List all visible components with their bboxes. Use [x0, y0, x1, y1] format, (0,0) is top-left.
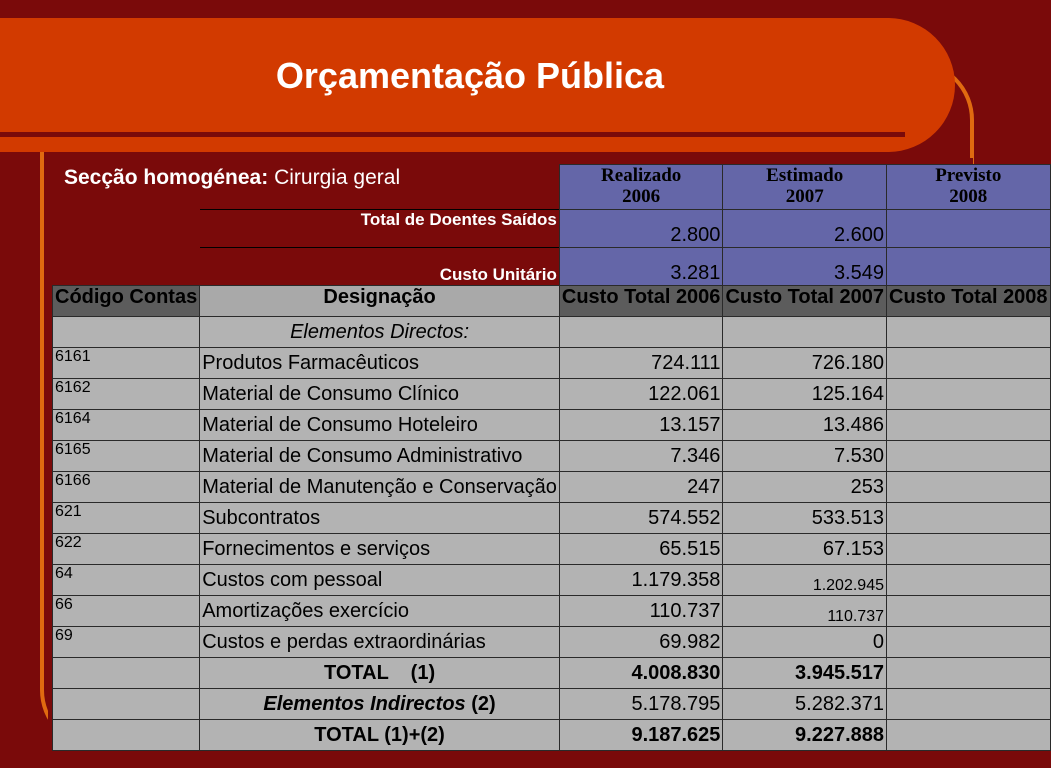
- cost-2008: [887, 503, 1051, 534]
- account-name: Subcontratos: [200, 503, 560, 534]
- account-name: Custos com pessoal: [200, 565, 560, 596]
- cost-2006: 247: [559, 472, 723, 503]
- cost-2008: [887, 379, 1051, 410]
- cost-2007: 125.164: [723, 379, 887, 410]
- cost-2006: 65.515: [559, 534, 723, 565]
- grand-total-row: [53, 720, 1051, 751]
- cost-2007: 726.180: [723, 348, 887, 379]
- account-name: Produtos Farmacêuticos: [200, 348, 560, 379]
- banner-divider: [0, 132, 905, 137]
- indirect-2006: 5.178.795: [559, 689, 723, 720]
- account-name: Material de Consumo Clínico: [200, 379, 560, 410]
- cost-2008: [887, 410, 1051, 441]
- metric-value-2008: [887, 210, 1051, 248]
- account-name: Amortizações exercício: [200, 596, 560, 627]
- total-direct-2007: 3.945.517: [723, 658, 887, 689]
- cost-2007: 13.486: [723, 410, 887, 441]
- grand-total-label: TOTAL (1)+(2): [200, 720, 560, 751]
- cost-2006: 724.111: [559, 348, 723, 379]
- cost-2007: 0: [723, 627, 887, 658]
- total-direct-2008: [887, 658, 1051, 689]
- total-direct-row: [53, 658, 1051, 689]
- section-label-value: Cirurgia geral: [274, 166, 401, 189]
- metric-row: [53, 210, 1051, 248]
- grand-total-2006: 9.187.625: [559, 720, 723, 751]
- table-row: [53, 472, 1051, 503]
- cost-2006: 110.737: [559, 596, 723, 627]
- account-name: Material de Consumo Hoteleiro: [200, 410, 560, 441]
- column-header-2007: Custo Total 2007: [723, 286, 887, 317]
- table-row: [53, 348, 1051, 379]
- cost-2008: [887, 565, 1051, 596]
- year-header-2008: Previsto 2008: [887, 165, 1051, 210]
- cost-2006: 69.982: [559, 627, 723, 658]
- cost-2006: 1.179.358: [559, 565, 723, 596]
- cost-2008: [887, 472, 1051, 503]
- table-row: [53, 441, 1051, 472]
- metric-value-2006: 2.800: [559, 210, 723, 248]
- cost-2006: 574.552: [559, 503, 723, 534]
- metric-spacer: [53, 248, 200, 286]
- account-code: 6162: [53, 379, 200, 410]
- year-header-2006: Realizado 2006: [559, 165, 723, 210]
- section-label-key: Secção homogénea:: [64, 166, 269, 189]
- cost-2006: 7.346: [559, 441, 723, 472]
- direct-elements-row: [53, 317, 1051, 348]
- column-header-2006: Custo Total 2006: [559, 286, 723, 317]
- account-code: 6161: [53, 348, 200, 379]
- account-code: 6165: [53, 441, 200, 472]
- account-code: 66: [53, 596, 200, 627]
- column-header-2008: Custo Total 2008: [887, 286, 1051, 317]
- indirect-elements-row: [53, 689, 1051, 720]
- cost-2007: 7.530: [723, 441, 887, 472]
- year-header-2007: Estimado 2007: [723, 165, 887, 210]
- account-code: 6164: [53, 410, 200, 441]
- indirect-elements-label: Elementos Indirectos (2): [200, 689, 560, 720]
- account-name: Custos e perdas extraordinárias: [200, 627, 560, 658]
- account-name: Material de Consumo Administrativo: [200, 441, 560, 472]
- budget-table: [52, 164, 1051, 751]
- metric-label: Total de Doentes Saídos: [200, 210, 560, 248]
- table-row: [53, 534, 1051, 565]
- cost-2008: [887, 534, 1051, 565]
- page-title: Orçamentação Pública: [275, 55, 665, 96]
- metric-value-2006: 3.281: [559, 248, 723, 286]
- total-direct-2006: 4.008.830: [559, 658, 723, 689]
- cost-2006: 13.157: [559, 410, 723, 441]
- table-row: [53, 379, 1051, 410]
- metric-spacer: [53, 210, 200, 248]
- table-row: [53, 565, 1051, 596]
- cost-2007: 67.153: [723, 534, 887, 565]
- metric-value-2008: [887, 248, 1051, 286]
- direct-elements-label: Elementos Directos:: [200, 317, 560, 348]
- account-name: Material de Manutenção e Conservação: [200, 472, 560, 503]
- account-code: 6166: [53, 472, 200, 503]
- cost-2007: 110.737: [723, 596, 887, 627]
- account-code: 64: [53, 565, 200, 596]
- year-header-row: [53, 165, 1051, 210]
- total-direct-label: TOTAL (1): [200, 658, 560, 689]
- cost-2008: [887, 596, 1051, 627]
- cost-2006: 122.061: [559, 379, 723, 410]
- account-code: 621: [53, 503, 200, 534]
- table-row: [53, 410, 1051, 441]
- grand-total-2008: [887, 720, 1051, 751]
- cost-2008: [887, 627, 1051, 658]
- metric-value-2007: 2.600: [723, 210, 887, 248]
- indirect-2008: [887, 689, 1051, 720]
- table-row: [53, 627, 1051, 658]
- cost-2007: 1.202.945: [723, 565, 887, 596]
- table-row: [53, 596, 1051, 627]
- cost-2008: [887, 348, 1051, 379]
- account-code: 622: [53, 534, 200, 565]
- cost-2007: 253: [723, 472, 887, 503]
- column-header-code: Código Contas: [53, 286, 200, 317]
- cost-2008: [887, 441, 1051, 472]
- cost-2007: 533.513: [723, 503, 887, 534]
- account-code: 69: [53, 627, 200, 658]
- year-header-spacer: [53, 165, 560, 210]
- metric-value-2007: 3.549: [723, 248, 887, 286]
- account-name: Fornecimentos e serviços: [200, 534, 560, 565]
- indirect-2007: 5.282.371: [723, 689, 887, 720]
- column-header-designation: Designação: [200, 286, 560, 317]
- grand-total-2007: 9.227.888: [723, 720, 887, 751]
- metric-row: [53, 248, 1051, 286]
- metric-label: Custo Unitário: [200, 248, 560, 286]
- column-header-row: [53, 286, 1051, 317]
- table-row: [53, 503, 1051, 534]
